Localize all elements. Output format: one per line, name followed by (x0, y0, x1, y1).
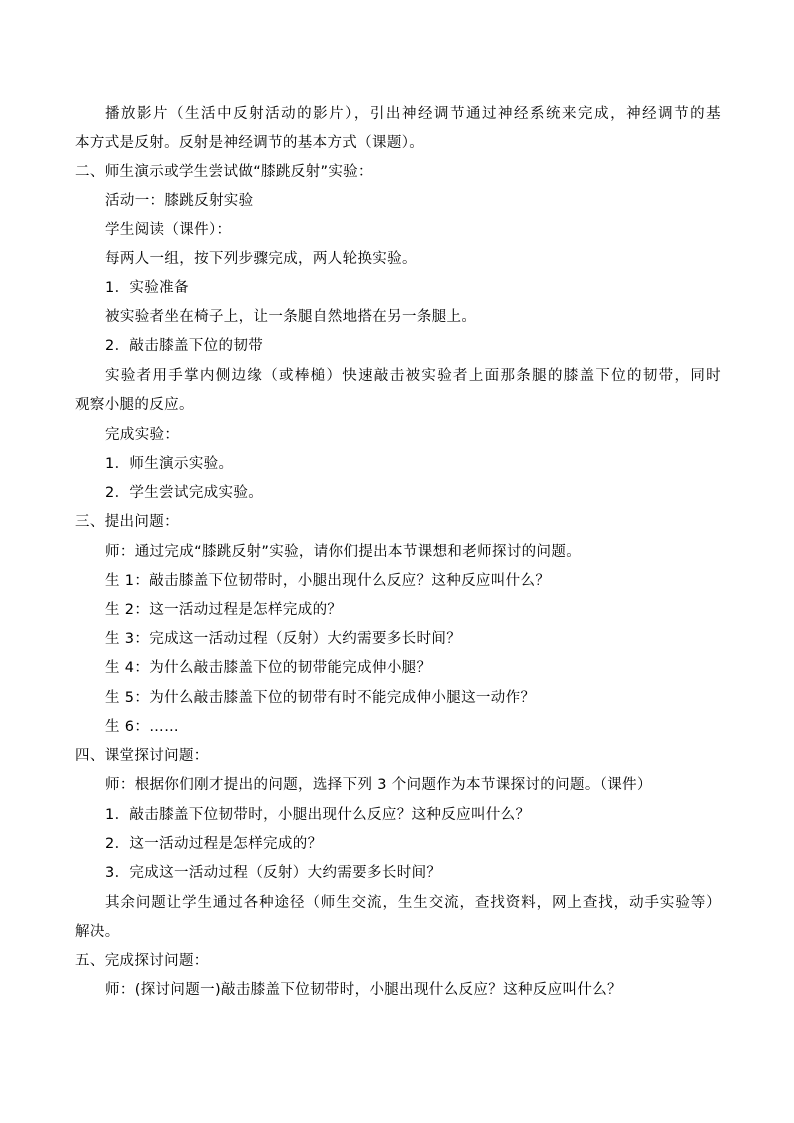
section-heading: 四、课堂探讨问题： (75, 748, 209, 764)
paragraph-line: 完成实验： (105, 427, 180, 443)
section-heading: 五、完成探讨问题： (75, 953, 209, 969)
paragraph-line: 被实验者坐在椅子上，让一条腿自然地搭在另一条腿上。 (105, 309, 477, 325)
paragraph-line: 观察小腿的反应。 (75, 397, 194, 413)
paragraph-line: 生 3：完成这一活动过程（反射）大约需要多长时间？ (105, 631, 462, 647)
paragraph-line: 师：(探讨问题一)敲击膝盖下位韧带时，小腿出现什么反应？这种反应叫什么？ (105, 982, 622, 998)
list-item: 1．敲击膝盖下位韧带时，小腿出现什么反应？这种反应叫什么？ (105, 807, 531, 823)
paragraph-line: 师：通过完成“膝跳反射”实验，请你们提出本节课想和老师探讨的问题。 (105, 544, 582, 560)
list-item: 2．敲击膝盖下位的韧带 (105, 338, 264, 354)
paragraph-line: 解决。 (75, 924, 120, 940)
paragraph-line: 实验者用手掌内侧边缘（或棒槌）快速敲击被实验者上面那条腿的膝盖下位的韧带，同时 (105, 368, 721, 384)
paragraph-line: 生 1：敲击膝盖下位韧带时，小腿出现什么反应？这种反应叫什么？ (105, 573, 551, 589)
paragraph-line: 生 4：为什么敲击膝盖下位的韧带能完成伸小腿？ (105, 660, 432, 676)
list-item: 2．这一活动过程是怎样完成的？ (105, 836, 323, 852)
paragraph-line: 播放影片（生活中反射活动的影片），引出神经调节通过神经系统来完成，神经调节的基 (105, 106, 721, 122)
paragraph-line: 其余问题让学生通过各种途径（师生交流，生生交流，查找资料，网上查找，动手实验等） (105, 895, 721, 911)
paragraph-line: 活动一：膝跳反射实验 (105, 193, 254, 209)
paragraph-line: 生 2：这一活动过程是怎样完成的？ (105, 602, 343, 618)
list-item: 1．师生演示实验。 (105, 456, 234, 472)
paragraph-line: 本方式是反射。反射是神经调节的基本方式（课题）。 (75, 135, 425, 151)
list-item: 3．完成这一活动过程（反射）大约需要多长时间？ (105, 865, 442, 881)
section-heading: 二、师生演示或学生尝试做“膝跳反射”实验： (75, 164, 373, 180)
section-heading: 三、提出问题： (75, 514, 179, 530)
paragraph-line: 生 5：为什么敲击膝盖下位的韧带有时不能完成伸小腿这一动作？ (105, 690, 536, 706)
paragraph-line: 每两人一组，按下列步骤完成，两人轮换实验。 (105, 251, 417, 267)
list-item: 1．实验准备 (105, 280, 189, 296)
list-item: 2．学生尝试完成实验。 (105, 485, 264, 501)
paragraph-line: 师：根据你们刚才提出的问题，选择下列 3 个问题作为本节课探讨的问题。（课件） (105, 777, 652, 793)
paragraph-line: 生 6：…… (105, 719, 179, 735)
paragraph-line: 学生阅读（课件）： (105, 222, 232, 238)
